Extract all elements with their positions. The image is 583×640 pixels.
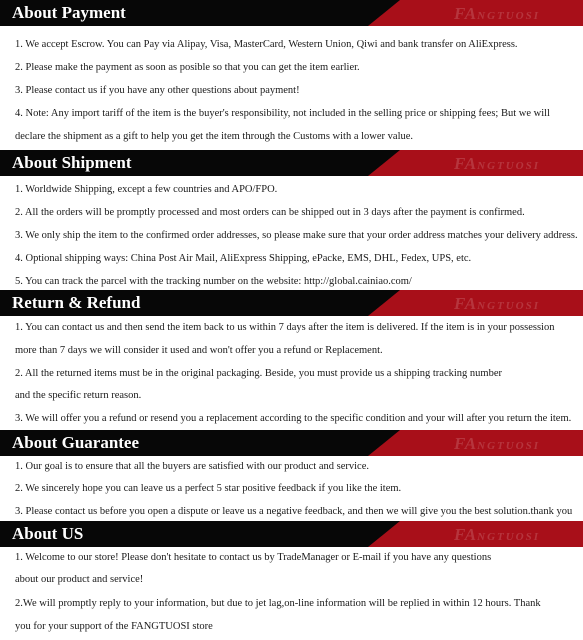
section-title: About Payment	[12, 3, 126, 22]
section-title: About US	[12, 524, 84, 543]
text-line: more than 7 days we will consider it used and won't offer you a refund or Replacement.	[15, 345, 383, 356]
text-line: 3. We will offer you a refund or resend you a replacement according to the specific condition and your will after you return the item.	[15, 413, 572, 424]
section-banner	[0, 430, 583, 456]
section-return-refund	[0, 290, 583, 424]
text-line: 5. You can track the parcel with the tracking number on the website: http://global.cainiao.com/	[15, 276, 412, 287]
text-line: 2. We sincerely hope you can leave us a perfect 5 star positive feedback if you like the item.	[15, 483, 402, 494]
section-title: Return & Refund	[12, 293, 141, 312]
section-about-guarantee	[0, 430, 583, 517]
section-title: About Shipment	[12, 153, 132, 172]
text-line: 1. We accept Escrow. You can Pay via Alipay, Visa, MasterCard, Western Union, Qiwi and bank transfer on AliExpress.	[15, 39, 518, 50]
text-line: 4. Optional shipping ways: China Post Air Mail, AliExpress Shipping, ePacke, EMS, DHL, Fedex, UPS, etc.	[15, 253, 472, 264]
brand-watermark: FANGTUOSI	[454, 4, 541, 23]
text-line: 1. Welcome to our store! Please don't hesitate to contact us by TradeManager or E-mail if you have any questions	[15, 552, 492, 563]
text-line: 2.We will promptly reply to your information, but due to jet lag,on-line information will be replied in within 12 hours. Thank	[15, 598, 541, 609]
text-line: 1. Worldwide Shipping, except a few countries and APO/FPO.	[15, 184, 278, 195]
section-title: About Guarantee	[12, 433, 140, 452]
section-banner	[0, 290, 583, 316]
text-line: 3. Please contact us before you open a dispute or leave us a negative feedback, and then we will give you the best solution.thank you	[15, 506, 573, 517]
section-about-payment	[0, 0, 583, 142]
section-about-us	[0, 521, 583, 632]
text-line: declare the shipment as a gift to help you get the item through the Customs with a lower value.	[15, 131, 414, 142]
text-line: 4. Note: Any import tariff of the item is the buyer's responsibility, not included in the selling price or shipping fees; But we will	[15, 108, 550, 119]
text-line: 2. All the returned items must be in the original packaging. Beside, you must provide us a shipping tracking number	[15, 368, 502, 379]
brand-watermark: FANGTUOSI	[454, 154, 541, 173]
text-line: and the specific return reason.	[15, 390, 142, 401]
brand-watermark: FANGTUOSI	[454, 525, 541, 544]
text-line: 2. Please make the payment as soon as posible so that you can get the item earlier.	[15, 62, 360, 73]
text-line: 3. We only ship the item to the confirmed order addresses, so please make sure that your order address matches your delivery address.	[15, 230, 578, 241]
section-banner	[0, 150, 583, 176]
text-line: 1. You can contact us and then send the item back to us within 7 days after the item is delivered. If the item is in your possession	[15, 322, 555, 333]
brand-watermark: FANGTUOSI	[454, 434, 541, 453]
text-line: about our product and service!	[15, 574, 144, 585]
text-line: you for your support of the FANGTUOSI store	[15, 621, 213, 632]
text-line: 2. All the orders will be promptly processed and most orders can be shipped out in 3 days after the payment is confirmed.	[15, 207, 525, 218]
section-banner	[0, 521, 583, 547]
section-about-shipment	[0, 150, 583, 287]
text-line: 3. Please contact us if you have any other questions about payment!	[15, 85, 300, 96]
text-line: 1. Our goal is to ensure that all the buyers are satisfied with our product and service.	[15, 461, 369, 472]
brand-watermark: FANGTUOSI	[454, 294, 541, 313]
section-banner	[0, 0, 583, 26]
